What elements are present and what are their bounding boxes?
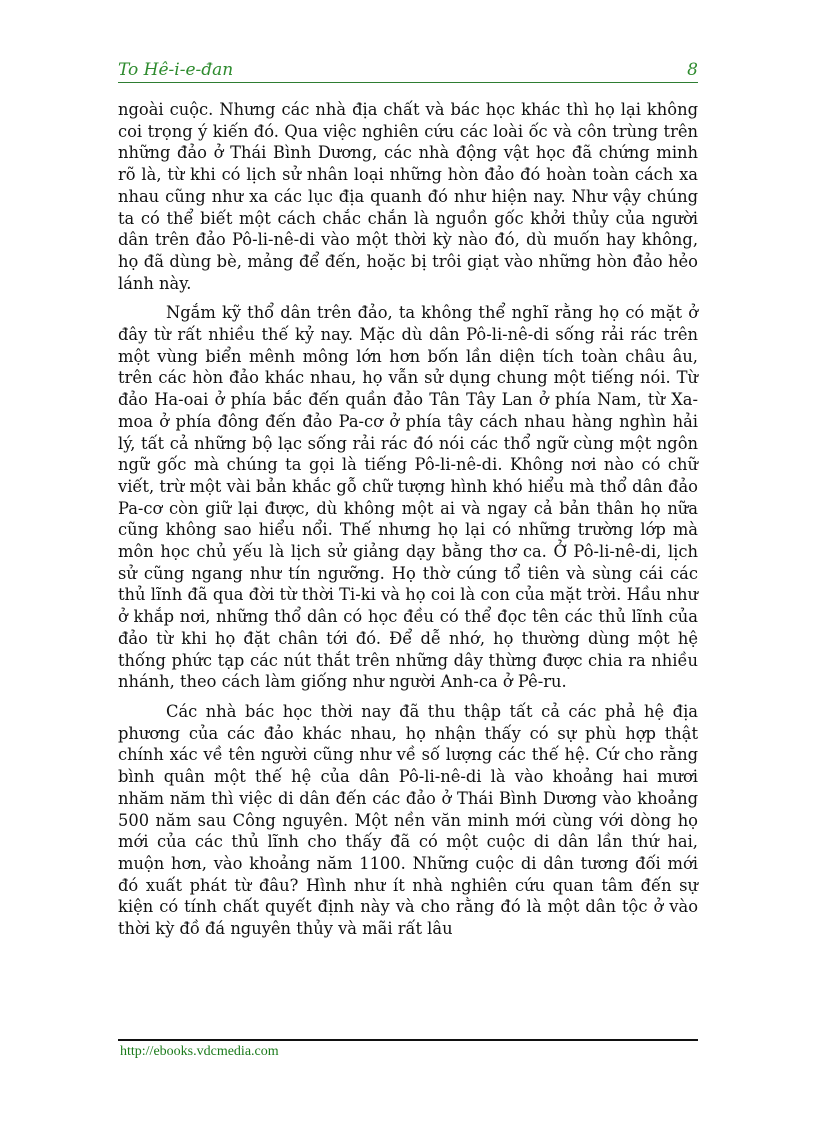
page-number: 8: [687, 60, 698, 80]
paragraph-2: Ngắm kỹ thổ dân trên đảo, ta không thể nghĩ rằng họ có mặt ở đây từ rất nhiều thế kỷ nay. Mặc dù dân Pô-li-nê-di sống rải rác trên một vùng biển mênh mông lớn hơn bốn lần diện tích toàn châu âu, trên các hòn đảo khác nhau, họ vẫn sử dụng chung một tiếng nói. Từ đảo Ha-oai ở phía bắc đến quần đảo Tân Tây Lan ở phía Nam, từ Xa-moa ở phía đông đến đảo Pa-cơ ở phía tây cách nhau hàng nghìn hải lý, tất cả những bộ lạc sống rải rác đó nói các thổ ngữ cùng một ngôn ngữ gốc mà chúng ta gọi là tiếng Pô-li-nê-di. Không nơi nào có chữ viết, trừ một vài bản khắc gỗ chữ tượng hình khó hiểu mà thổ dân đảo Pa-cơ còn giữ lại được, dù không một ai và ngay cả bản thân họ nữa cũng không sao hiểu nổi. Thế nhưng họ lại có những trường lớp mà môn học chủ yếu là lịch sử giảng dạy bằng thơ ca. Ở Pô-li-nê-di, lịch sử cũng ngang như tín ngưỡng. Họ thờ cúng tổ tiên và sùng cái các thủ lĩnh đã qua đời từ thời Ti-ki và họ coi là con của mặt trời. Hầu như ở khắp nơi, những thổ dân có học đều có thể đọc tên các thủ lĩnh của đảo từ khi họ đặt chân tới đó. Để dễ nhớ, họ thường dùng một hệ thống phức tạp các nút thắt trên những dây thừng được chia ra nhiều nhánh, theo cách làm giống như người Anh-ca ở Pê-ru.: [118, 303, 698, 692]
page-header: [118, 58, 698, 83]
footer-url: http://ebooks.vdcmedia.com: [120, 1044, 279, 1059]
running-title: To Hê-i-e-đan: [118, 60, 234, 80]
paragraph-1: ngoài cuộc. Nhưng các nhà địa chất và bác học khác thì họ lại không coi trọng ý kiến đó. Qua việc nghiên cứu các loài ốc và côn trùng trên những đảo ở Thái Bình Dương, các nhà động vật học đã chứng minh rõ là, từ khi có lịch sử nhân loại những hòn đảo đó hoàn toàn cách xa nhau cũng như xa các lục địa quanh đó như hiện nay. Như vậy chúng ta có thể biết một cách chắc chắn là nguồn gốc khởi thủy của người dân trên đảo Pô-li-nê-di vào một thời kỳ nào đó, dù muốn hay không, họ đã dùng bè, mảng để đến, hoặc bị trôi giạt vào những hòn đảo hẻo lánh này.: [118, 100, 698, 293]
paragraph-3: Các nhà bác học thời nay đã thu thập tất cả các phả hệ địa phương của các đảo khác nhau, họ nhận thấy có sự phù hợp thật chính xác về tên người cũng như về số lượng các thế hệ. Cứ cho rằng bình quân một thế hệ của dân Pô-li-nê-di là vào khoảng hai mươi nhăm năm thì việc di dân đến các đảo ở Thái Bình Dương vào khoảng 500 năm sau Công nguyên. Một nền văn minh mới cùng với dòng họ mới của các thủ lĩnh cho thấy đã có một cuộc di dân lần thứ hai, muộn hơn, vào khoảng năm 1100. Những cuộc di dân tương đối mới đó xuất phát từ đâu? Hình như ít nhà nghiên cứu quan tâm đến sự kiện có tính chất quyết định này và cho rằng đó là một dân tộc ở vào thời kỳ đồ đá nguyên thủy và mãi rất lâu: [118, 701, 698, 939]
page-body: [118, 99, 698, 948]
footer-divider: [118, 1039, 698, 1041]
